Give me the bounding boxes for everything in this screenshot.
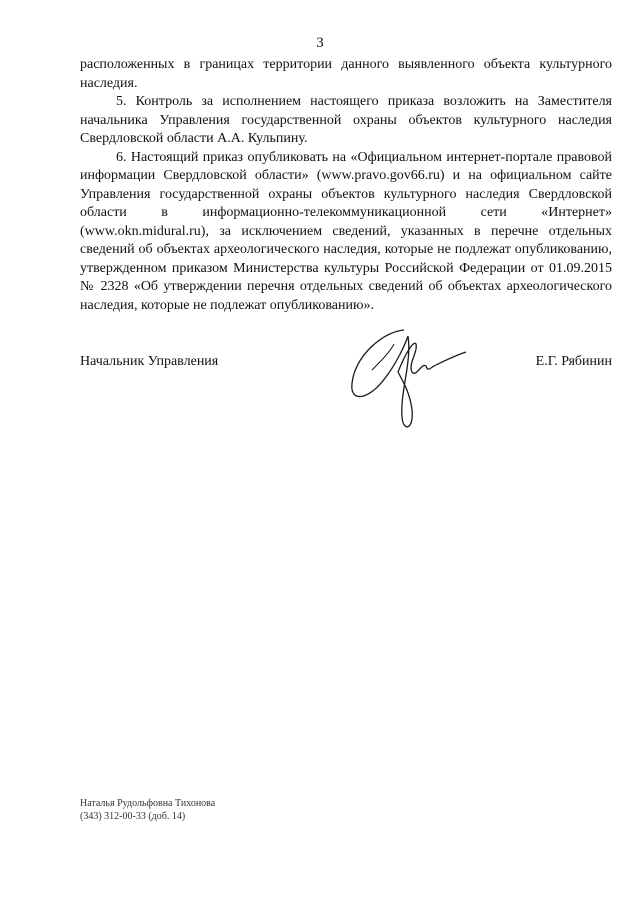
executor-name: Наталья Рудольфовна Тихонова [80, 798, 216, 809]
paragraph-6: 6. Настоящий приказ опубликовать на «Официальном интернет-портале правовой информации Свердловской области» (www.pravo.gov66.ru) и на официальном сайте Управления государственной охраны объектов культурного наследия Свердловской области в информационно-телекоммуникационной сети «Интернет» (www.okn.midural.ru), за исключением сведений, указанных в перечне отдельных сведений об объектах археологического наследия, которые не подлежат опубликованию, утвержденном приказом Министерства культуры Российской Федерации от 01.09.2015 № 2328 «Об утверждении перечня отдельных сведений об объектах археологического наследия, которые не подлежат опубликованию». [80, 149, 612, 313]
paragraph-continuation: расположенных в границах территории данного выявленного объекта культурного наследия. [80, 57, 612, 91]
executor-info [80, 797, 215, 823]
signatory-position: Начальник Управления [80, 354, 219, 369]
paragraph-5: 5. Контроль за исполнением настоящего приказа возложить на Заместителя начальника Управления государственной охраны объектов культурного наследия Свердловской области А.А. Кульпину. [80, 94, 612, 146]
handwritten-signature [342, 322, 472, 442]
executor-phone: (343) 312-00-33 (доб. 14) [80, 811, 186, 822]
page-number: 3 [316, 35, 324, 51]
document-body [80, 56, 612, 315]
signatory-name: Е.Г. Рябинин [535, 354, 612, 369]
